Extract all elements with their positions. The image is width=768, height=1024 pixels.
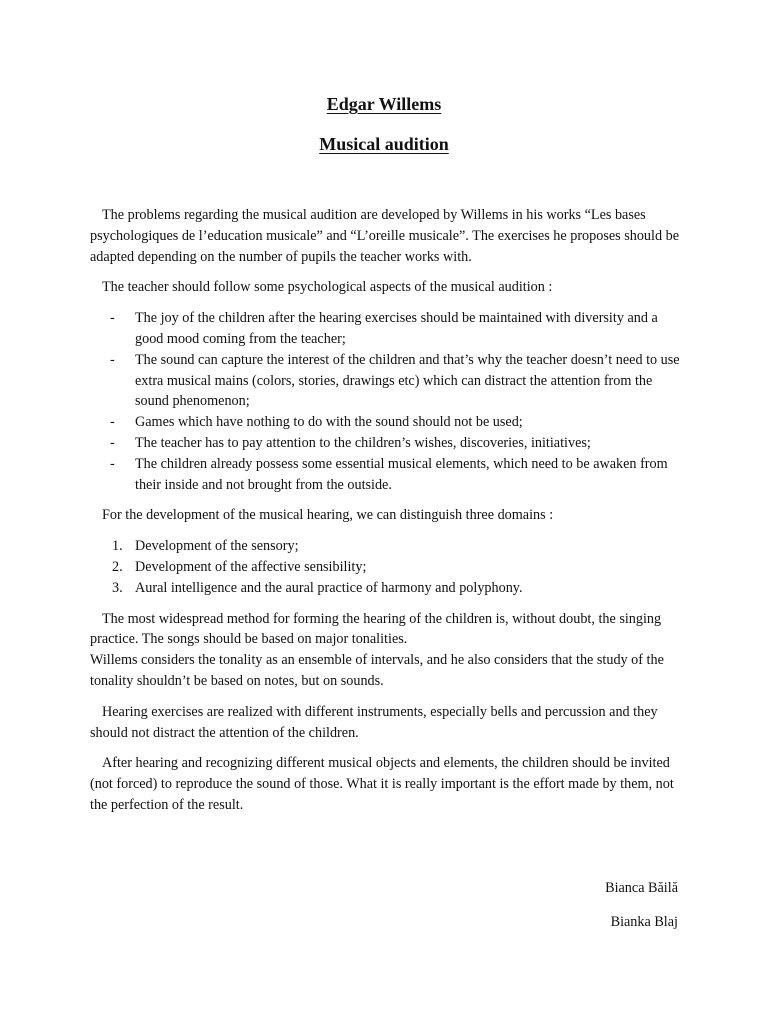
method-paragraph: The most widespread method for forming the hearing of the children is, without doubt, the singing practice. The songs should be based on major tonalities.	[90, 610, 662, 648]
tonality-paragraph: Willems considers the tonality as an ensemble of intervals, and he also considers that the study of the tonality shouldn’t be based on notes, but on sounds.	[90, 652, 664, 689]
effort-paragraph: After hearing and recognizing different musical objects and elements, the children should be invited (not forced) to reproduce the sound of those. What it is really important is the effort made by them, not the perfection of the result.	[90, 755, 674, 813]
author-name: Bianka Blaj	[610, 914, 678, 930]
number-marker: 2.	[112, 558, 123, 575]
list-item	[90, 350, 680, 412]
dash-marker: -	[110, 310, 115, 327]
author-name: Bianca Băilă	[605, 880, 678, 896]
dash-marker: -	[110, 414, 115, 431]
number-marker: 1.	[112, 538, 123, 555]
domains-intro-paragraph: For the development of the musical hearing, we can distinguish three domains :	[102, 507, 554, 524]
page-title: Edgar Willems	[326, 94, 442, 114]
list-item-text: The teacher has to pay attention to the children’s wishes, discoveries, initiatives;	[135, 434, 591, 451]
aspects-intro-paragraph: The teacher should follow some psychological aspects of the musical audition :	[102, 279, 553, 296]
list-item-text: Games which have nothing to do with the sound should not be used;	[135, 414, 523, 431]
intro-paragraph: The problems regarding the musical audition are developed by Willems in his works “Les bases psychologiques de l’education musicale” and “L’oreille musicale”. The exercises he proposes should be adapted depending on the number of pupils the teacher works with.	[90, 207, 679, 265]
dash-marker: -	[110, 455, 115, 472]
page-subtitle: Musical audition	[319, 134, 449, 154]
exercises-paragraph: Hearing exercises are realized with different instruments, especially bells and percussion and they should not distract the attention of the children.	[90, 703, 658, 741]
document-body	[90, 205, 680, 826]
list-item	[90, 557, 680, 578]
dash-marker: -	[110, 434, 115, 451]
domains-list	[90, 536, 680, 598]
list-item-text: The children already possess some essential musical elements, which need to be awaken from their inside and not brought from the outside.	[135, 455, 668, 493]
list-item	[90, 433, 680, 454]
list-item-text: Development of the sensory;	[135, 538, 299, 555]
list-item-text: Aural intelligence and the aural practice of harmony and polyphony.	[135, 579, 523, 596]
dash-marker: -	[110, 351, 115, 368]
list-item	[90, 578, 680, 599]
number-marker: 3.	[112, 579, 123, 596]
list-item	[90, 412, 680, 433]
list-item-text: The sound can capture the interest of the children and that’s why the teacher doesn’t need to use extra musical mains (colors, stories, drawings etc) which can distract the attention from the sound phenomenon;	[135, 351, 680, 410]
list-item	[90, 308, 680, 350]
list-item	[90, 454, 680, 496]
list-item-text: Development of the affective sensibility;	[135, 558, 367, 575]
list-item-text: The joy of the children after the hearing exercises should be maintained with diversity and a good mood coming from the teacher;	[135, 310, 658, 347]
method-block	[90, 609, 680, 692]
aspects-list	[90, 308, 680, 495]
list-item	[90, 536, 680, 557]
